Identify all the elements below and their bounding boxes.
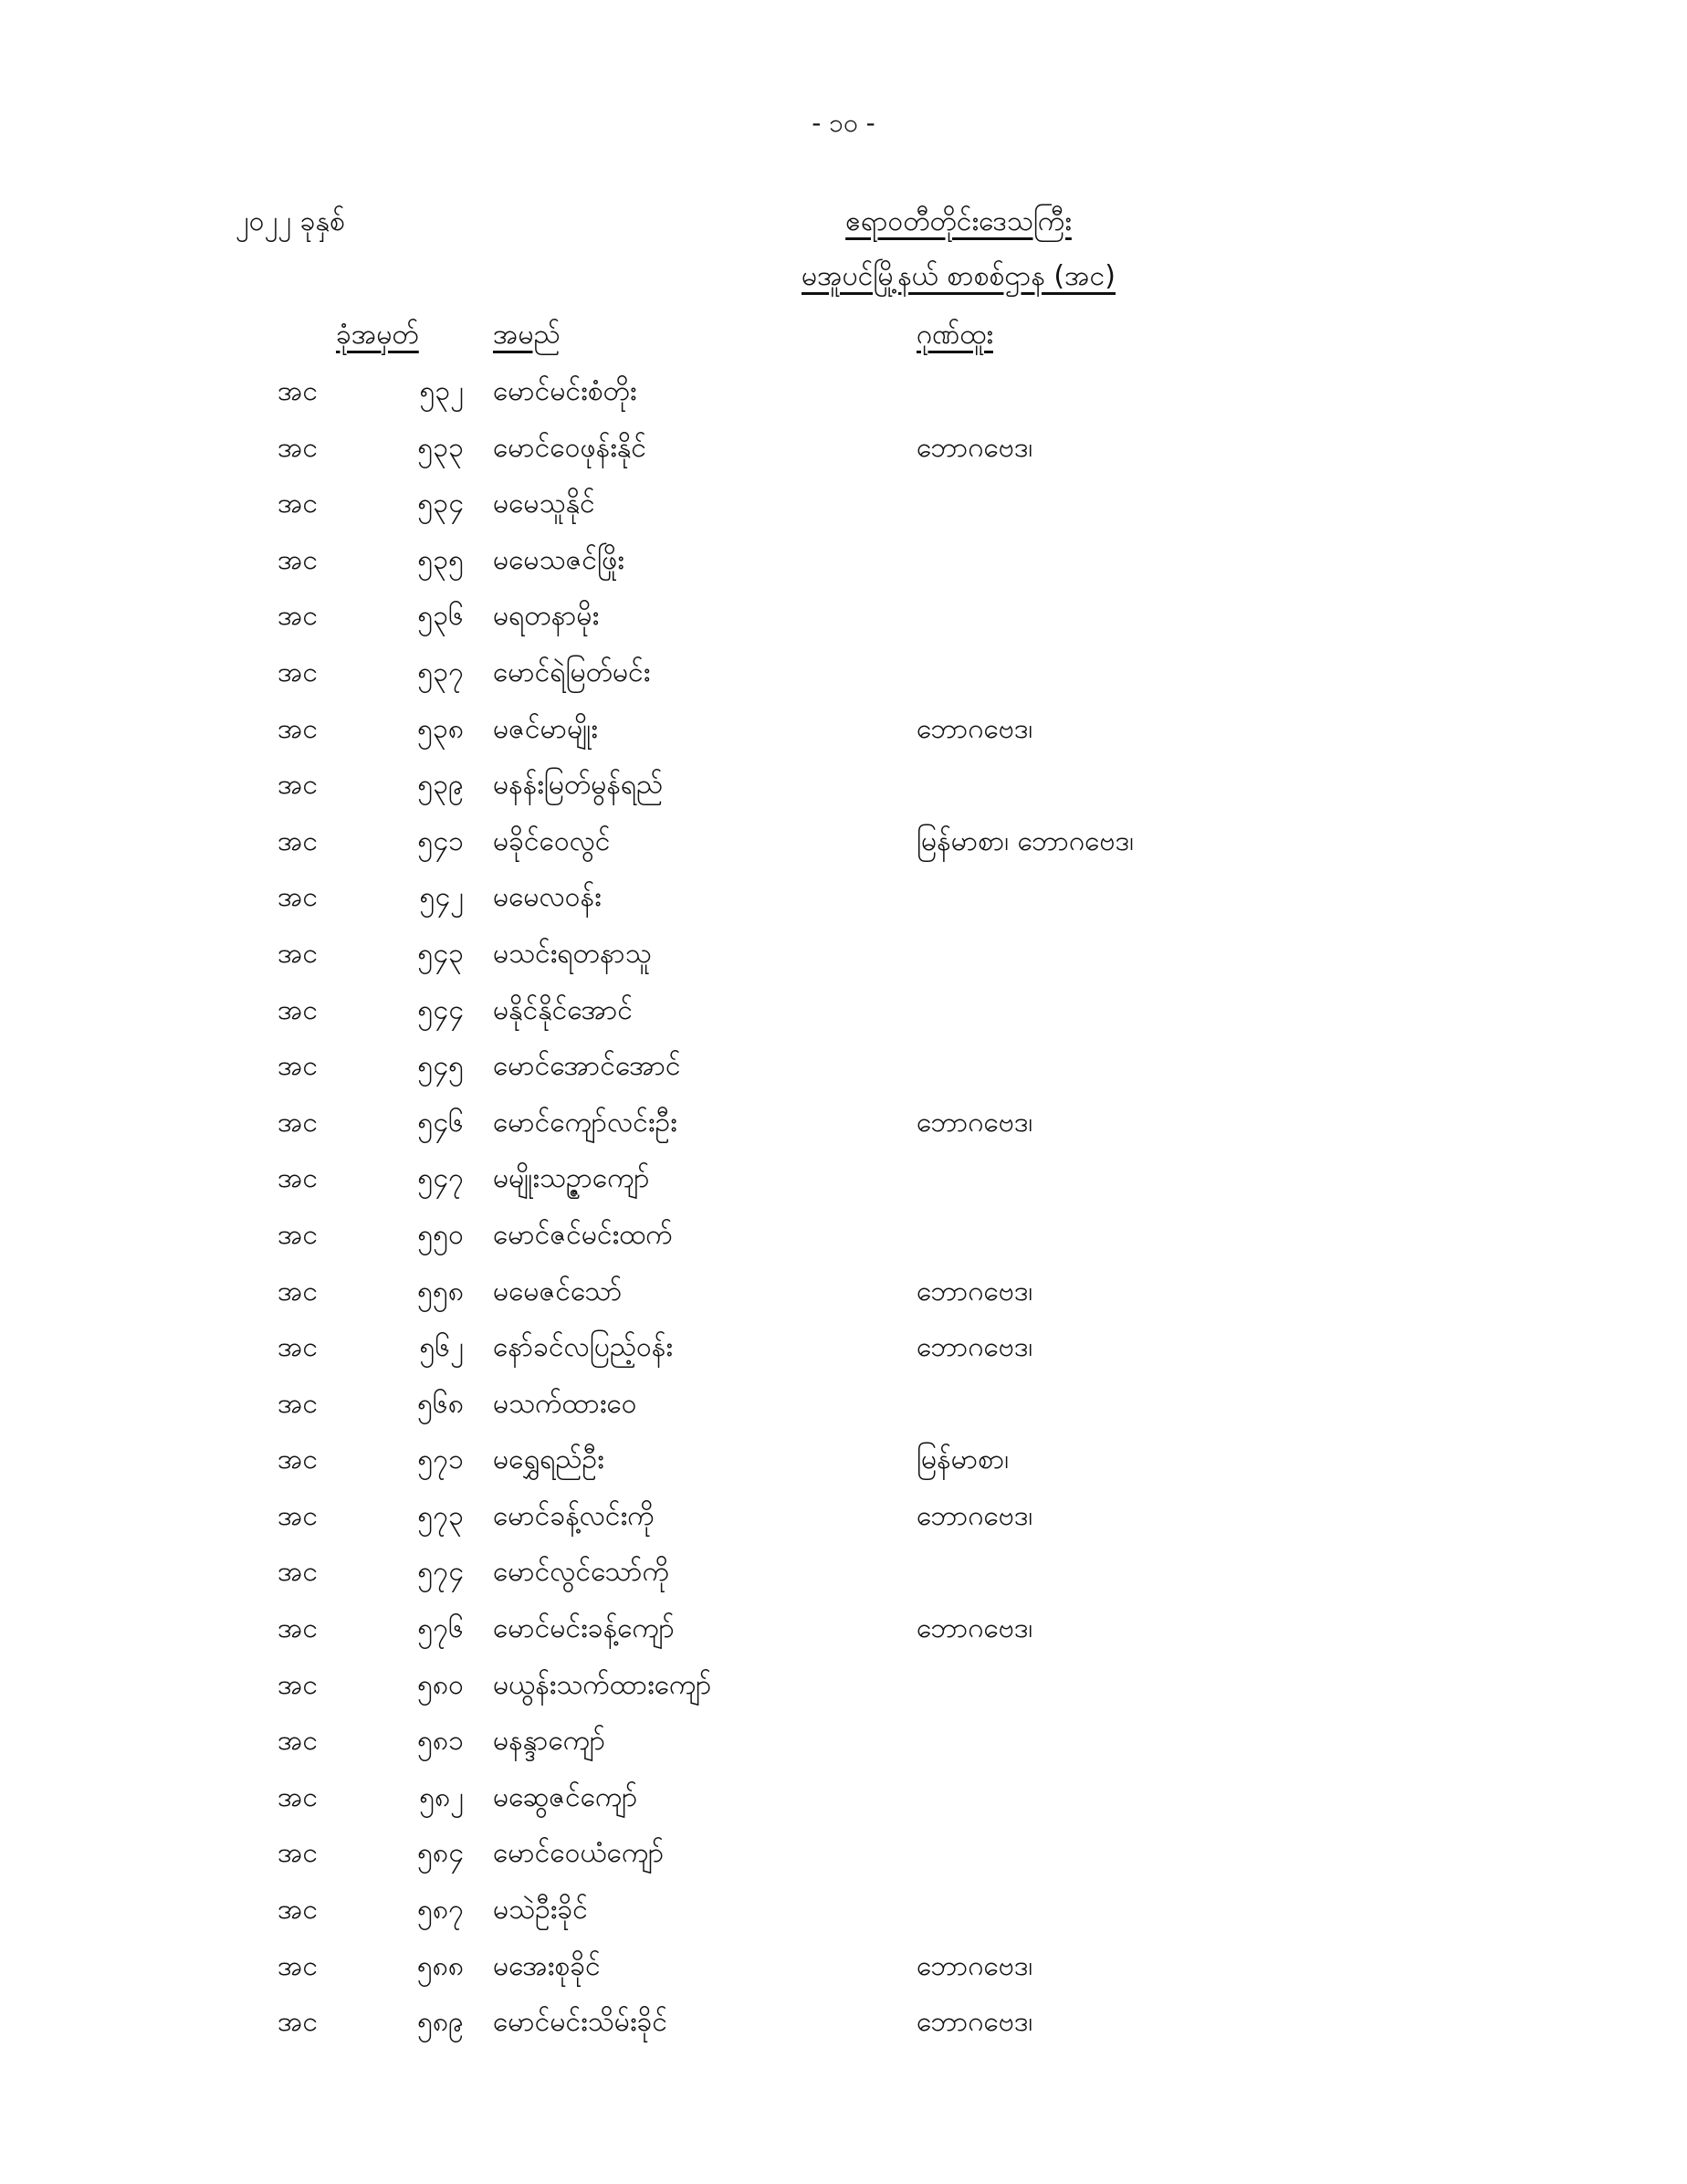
roll-number: ၅၄၅ bbox=[417, 1050, 464, 1083]
student-name: မအေးစုခိုင် bbox=[493, 1949, 601, 1982]
result-row bbox=[0, 1044, 1687, 1100]
roll-number: ၅၇၆ bbox=[417, 1612, 464, 1645]
result-row bbox=[0, 369, 1687, 425]
student-name: မသင်းရတနာသူ bbox=[493, 937, 652, 970]
roll-prefix: အင bbox=[278, 1894, 319, 1927]
roll-prefix: အင bbox=[278, 488, 319, 520]
roll-prefix: အင bbox=[278, 1444, 319, 1476]
student-name: မောင်ခန့်လင်းကို bbox=[493, 1499, 655, 1532]
distinction-subjects: ဘောဂဗေဒ၊ bbox=[917, 1331, 1033, 1364]
result-row bbox=[0, 1437, 1687, 1494]
result-row bbox=[0, 1887, 1687, 1944]
result-row bbox=[0, 931, 1687, 988]
student-name: မနန္ဒာကျော် bbox=[493, 1725, 606, 1758]
name-header: အမည် bbox=[493, 319, 561, 351]
roll-number: ၅၄၄ bbox=[417, 993, 464, 1026]
student-name: မောင်မင်းသိမ်းခိုင် bbox=[493, 2006, 668, 2039]
roll-number: ၅၃၇ bbox=[417, 656, 464, 688]
student-name: မမေသူနိုင် bbox=[493, 488, 595, 520]
student-name: မောင်ဝေယံကျော် bbox=[493, 1837, 665, 1870]
roll-prefix: အင bbox=[278, 993, 319, 1026]
distinction-subjects: ဘောဂဗေဒ၊ bbox=[917, 431, 1033, 464]
result-row bbox=[0, 538, 1687, 594]
distinction-subjects: ဘောဂဗေဒ၊ bbox=[917, 2006, 1033, 2039]
roll-prefix: အင bbox=[278, 1387, 319, 1420]
roll-prefix: အင bbox=[278, 1612, 319, 1645]
student-name: မယွန်းသက်ထားကျော် bbox=[493, 1668, 712, 1701]
result-row bbox=[0, 1381, 1687, 1438]
result-row bbox=[0, 1269, 1687, 1326]
result-row bbox=[0, 1325, 1687, 1381]
result-row bbox=[0, 1494, 1687, 1550]
distinction-subjects: ဘောဂဗေဒ၊ bbox=[917, 1499, 1033, 1532]
student-name: မောင်မင်းစံတိုး bbox=[493, 375, 637, 407]
result-row bbox=[0, 1718, 1687, 1775]
roll-number: ၅၃၉ bbox=[417, 769, 464, 802]
result-row bbox=[0, 762, 1687, 819]
roll-number: ၅၄၆ bbox=[417, 1106, 464, 1139]
roll-prefix: အင bbox=[278, 543, 319, 576]
student-name: မနန်းမြတ်မွန်ရည် bbox=[493, 769, 664, 802]
roll-number: ၅၅၈ bbox=[417, 1275, 464, 1307]
result-row bbox=[0, 1156, 1687, 1213]
roll-number: ၅၈၄ bbox=[417, 1837, 464, 1870]
student-name: မဇင်မာမျိုး bbox=[493, 712, 598, 745]
roll-number: ၅၃၄ bbox=[417, 488, 464, 520]
student-name: မောင်ရဲမြတ်မင်း bbox=[493, 656, 651, 688]
results-list bbox=[0, 369, 1687, 2056]
roll-prefix: အင bbox=[278, 1725, 319, 1758]
student-name: နော်ခင်လပြည့်ဝန်း bbox=[493, 1331, 673, 1364]
distinction-subjects: ဘောဂဗေဒ၊ bbox=[917, 712, 1033, 745]
exam-center-title: မအူပင်မြို့နယ် စာစစ်ဌာန (အင) bbox=[801, 260, 1116, 292]
roll-prefix: အင bbox=[278, 2006, 319, 2039]
result-row bbox=[0, 1100, 1687, 1157]
roll-number: ၅၇၃ bbox=[417, 1499, 464, 1532]
distinction-subjects: မြန်မာစာ၊ ဘောဂဗေဒ၊ bbox=[917, 824, 1134, 857]
distinction-subjects: ဘောဂဗေဒ၊ bbox=[917, 1949, 1033, 1982]
roll-prefix: အင bbox=[278, 375, 319, 407]
roll-prefix: အင bbox=[278, 769, 319, 802]
result-row bbox=[0, 988, 1687, 1045]
roll-prefix: အင bbox=[278, 431, 319, 464]
distinction-header: ဂုဏ်ထူး bbox=[917, 319, 993, 351]
roll-number: ၅၄၃ bbox=[417, 937, 464, 970]
roll-number: ၅၆၈ bbox=[417, 1387, 464, 1420]
roll-prefix: အင bbox=[278, 1499, 319, 1532]
distinction-subjects: ဘောဂဗေဒ၊ bbox=[917, 1275, 1033, 1307]
roll-number: ၅၈၁ bbox=[417, 1725, 464, 1758]
result-row bbox=[0, 707, 1687, 763]
student-name: မောင်ကျော်လင်းဦး bbox=[493, 1106, 677, 1139]
student-name: မဆွေဇင်ကျော် bbox=[493, 1780, 638, 1813]
result-row bbox=[0, 2000, 1687, 2056]
roll-number: ၅၈၂ bbox=[419, 1780, 464, 1813]
roll-number: ၅၃၆ bbox=[417, 600, 464, 633]
student-name: မသဲဦးခိုင် bbox=[493, 1894, 588, 1927]
student-name: မောင်မင်းခန့်ကျော် bbox=[493, 1612, 675, 1645]
result-row bbox=[0, 875, 1687, 931]
roll-prefix: အင bbox=[278, 656, 319, 688]
result-row bbox=[0, 1549, 1687, 1606]
roll-number: ၅၆၂ bbox=[419, 1331, 464, 1364]
student-name: မောင်ဝေဖုန်းနိုင် bbox=[493, 431, 646, 464]
roll-prefix: အင bbox=[278, 1668, 319, 1701]
distinction-subjects: ဘောဂဗေဒ၊ bbox=[917, 1612, 1033, 1645]
result-row bbox=[0, 593, 1687, 650]
roll-prefix: အင bbox=[278, 712, 319, 745]
result-row bbox=[0, 1213, 1687, 1269]
roll-number: ၅၇၄ bbox=[417, 1556, 464, 1589]
roll-prefix: အင bbox=[278, 1218, 319, 1251]
result-row bbox=[0, 425, 1687, 482]
result-row bbox=[0, 819, 1687, 876]
roll-prefix: အင bbox=[278, 1162, 319, 1195]
result-row bbox=[0, 481, 1687, 538]
roll-prefix: အင bbox=[278, 600, 319, 633]
roll-number: ၅၅၀ bbox=[417, 1218, 464, 1251]
roll-prefix: အင bbox=[278, 1949, 319, 1982]
roll-number: ၅၃၃ bbox=[417, 431, 464, 464]
student-name: မောင်လွင်သော်ကို bbox=[493, 1556, 669, 1589]
roll-number: ၅၇၁ bbox=[417, 1444, 464, 1476]
student-name: မောင်အောင်အောင် bbox=[493, 1050, 681, 1083]
roll-prefix: အင bbox=[278, 1331, 319, 1364]
region-title: ဧရာဝတီတိုင်းဒေသကြီး bbox=[845, 205, 1072, 237]
roll-prefix: အင bbox=[278, 824, 319, 857]
roll-number: ၅၄၂ bbox=[419, 881, 464, 914]
roll-number: ၅၈၇ bbox=[417, 1894, 464, 1927]
roll-prefix: အင bbox=[278, 937, 319, 970]
student-name: မမေသဇင်ဖြိုး bbox=[493, 543, 624, 576]
distinction-subjects: ဘောဂဗေဒ၊ bbox=[917, 1106, 1033, 1139]
result-row bbox=[0, 1944, 1687, 2000]
roll-prefix: အင bbox=[278, 1275, 319, 1307]
roll-prefix: အင bbox=[278, 1780, 319, 1813]
roll-number-header: ခုံအမှတ် bbox=[336, 319, 419, 351]
roll-prefix: အင bbox=[278, 1556, 319, 1589]
roll-number: ၅၃၈ bbox=[417, 712, 464, 745]
student-name: မောင်ဇင်မင်းထက် bbox=[493, 1218, 673, 1251]
student-name: မနိုင်နိုင်အောင် bbox=[493, 993, 634, 1026]
student-name: မမျိုးသဉ္ဇာကျော် bbox=[493, 1162, 650, 1195]
roll-prefix: အင bbox=[278, 1106, 319, 1139]
result-row bbox=[0, 650, 1687, 707]
roll-number: ၅၃၅ bbox=[417, 543, 464, 576]
roll-prefix: အင bbox=[278, 1837, 319, 1870]
student-name: မသက်ထားဝေ bbox=[493, 1387, 637, 1420]
student-name: မခိုင်ဝေလွင် bbox=[493, 824, 611, 857]
student-name: မရွှေရည်ဦး bbox=[493, 1444, 604, 1476]
result-row bbox=[0, 1606, 1687, 1663]
result-row bbox=[0, 1831, 1687, 1887]
student-name: မမေဇင်သော် bbox=[493, 1275, 623, 1307]
roll-number: ၅၃၂ bbox=[419, 375, 464, 407]
roll-number: ၅၈၀ bbox=[417, 1668, 464, 1701]
student-name: မရတနာမိုး bbox=[493, 600, 600, 633]
roll-number: ၅၄၇ bbox=[417, 1162, 464, 1195]
page-number: - ၁၀ - bbox=[812, 108, 875, 138]
exam-year: ၂၀၂၂ ခုနှစ် bbox=[236, 205, 345, 237]
result-row bbox=[0, 1775, 1687, 1832]
student-name: မမေလဝန်း bbox=[493, 881, 602, 914]
roll-prefix: အင bbox=[278, 881, 319, 914]
distinction-subjects: မြန်မာစာ၊ bbox=[917, 1444, 1010, 1476]
roll-number: ၅၈၉ bbox=[417, 2006, 464, 2039]
roll-number: ၅၈၈ bbox=[416, 1949, 464, 1982]
roll-prefix: အင bbox=[278, 1050, 319, 1083]
roll-number: ၅၄၁ bbox=[417, 824, 464, 857]
result-row bbox=[0, 1663, 1687, 1719]
